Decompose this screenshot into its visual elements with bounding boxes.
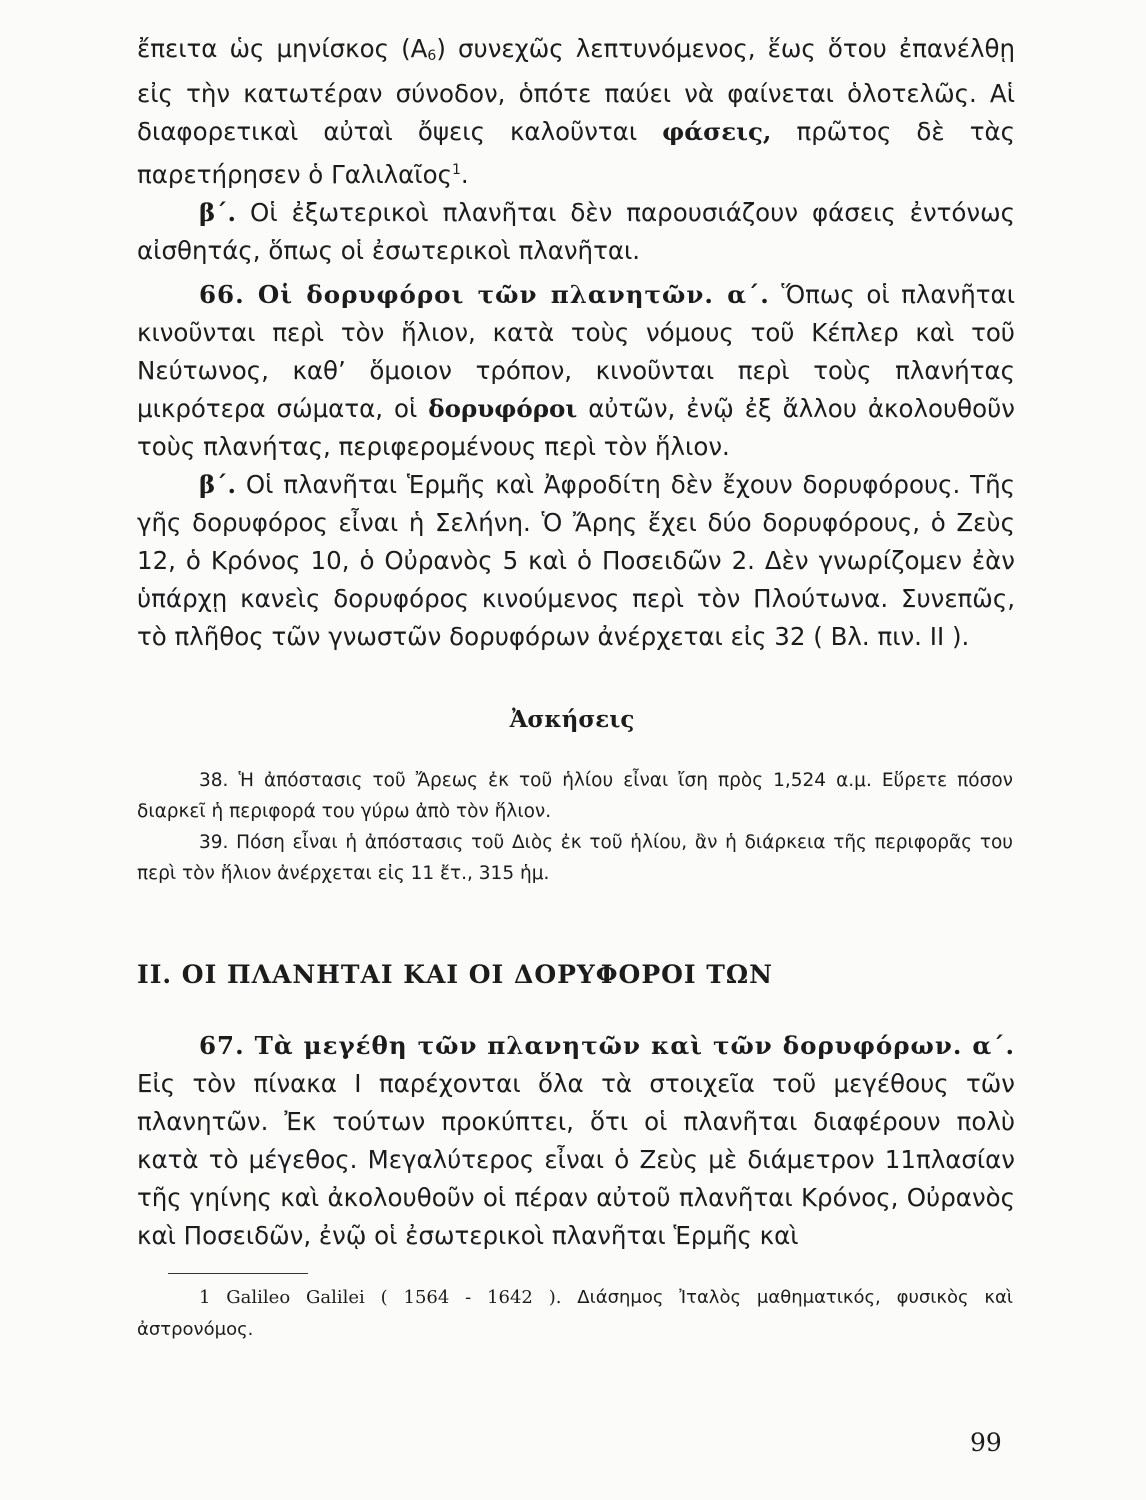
section-67-title: 67. Τὰ μεγέθη τῶν πλανητῶν καὶ τῶν δορυφόρων. α΄. bbox=[199, 1031, 1015, 1060]
section-66 bbox=[137, 276, 1015, 656]
chapter-heading: II. ΟΙ ΠΛΑΝΗΤΑΙ ΚΑΙ ΟΙ ΔΟΡΥΦΟΡΟΙ ΤΩΝ bbox=[137, 960, 773, 989]
exercise-39: 39. Πόση εἶναι ἡ ἀπόστασις τοῦ Διὸς ἐκ τοῦ ἡλίου, ἂν ἡ διάρκεια τῆς περιφορᾶς του περὶ τὸν ἥλιον ἀνέρχεται εἰς 11 ἔτ., 315 ἡμ. bbox=[137, 832, 1013, 884]
exercises-heading: Ἀσκήσεις bbox=[509, 706, 635, 733]
exercise-38: 38. Ἡ ἀπόστασις τοῦ Ἄρεως ἐκ τοῦ ἡλίου εἶναι ἴση πρὸς 1,524 α.μ. Εὕρετε πόσον διαρκεῖ ἡ περιφορά του γύρω ἀπὸ τὸν ἥλιον. bbox=[137, 770, 1013, 822]
section-67 bbox=[137, 1027, 1015, 1255]
paragraph-outer-planets: β΄. Οἱ ἐξωτερικοὶ πλανῆται δὲν παρουσιάζουν φάσεις ἐντόνως αἰσθητάς, ὅπως οἱ ἐσωτερικοὶ πλανῆται. bbox=[137, 198, 1015, 265]
exercises-list bbox=[137, 765, 1013, 889]
paragraph-67a: 67. Τὰ μεγέθη τῶν πλανητῶν καὶ τῶν δορυφόρων. α΄. Εἰς τὸν πίνακα I παρέχονται ὅλα τὰ στοιχεῖα τοῦ μεγέθους τῶν πλανητῶν. Ἐκ τούτων προκύπτει, ὅτι οἱ πλανῆται διαφέρουν πολὺ κατὰ τὸ μέγεθος. Μεγαλύτερος εἶναι ὁ Ζεὺς μὲ διάμετρον 11πλασίαν τῆς γηίνης καὶ ἀκολουθοῦν οἱ πέραν αὐτοῦ πλανῆται Κρόνος, Οὐρανὸς καὶ Ποσειδῶν, ἐνῷ οἱ ἐσωτερικοὶ πλανῆται Ἑρμῆς καὶ bbox=[137, 1031, 1015, 1250]
paragraph-66b: β΄. Οἱ πλανῆται Ἑρμῆς καὶ Ἀφροδίτη δὲν ἔχουν δορυφόρους. Τῆς γῆς δορυφόρος εἶναι ἡ Σελήνη. Ὁ Ἄρης ἔχει δύο δορυφόρους, ὁ Ζεὺς 12, ὁ Κρόνος 10, ὁ Οὐρανὸς 5 καὶ ὁ Ποσειδῶν 2. Δὲν γνωρίζομεν ἐὰν ὑπάρχῃ κανεὶς δορυφόρος κινούμενος περὶ τὸν Πλούτωνα. Συνεπῶς, τὸ πλῆθος τῶν γνωστῶν δορυφόρων ἀνέρχεται εἰς 32 ( Βλ. πιν. II ). bbox=[137, 470, 1015, 651]
footnote-number: 1 bbox=[199, 1287, 211, 1308]
section-66-title: 66. Οἱ δορυφόροι τῶν πλανητῶν. α΄. bbox=[199, 280, 770, 309]
footnote-divider bbox=[168, 1273, 308, 1274]
page-number: 99 bbox=[970, 1428, 1002, 1457]
paragraph-phases: ἔπειτα ὡς μηνίσκος $(A_6)$ συνεχῶς λεπτυνόμενος, ἕως ὅτου ἐπανέλθῃ εἰς τὴν κατωτέραν σύνοδον, ὁπότε παύει νὰ φαίνεται ὁλοτελῶς. Αἱ διαφορετικαὶ αὐταὶ ὄψεις καλοῦνται φάσεις, πρῶτος δὲ τὰς παρετήρησεν ὁ Γαλιλαῖος$^1$. bbox=[137, 34, 1016, 189]
footnote-reference: 1 bbox=[451, 162, 461, 178]
body-text-top bbox=[137, 30, 1015, 270]
paragraph-66a: 66. Οἱ δορυφόροι τῶν πλανητῶν. α΄. Ὅπως οἱ πλανῆται κινοῦνται περὶ τὸν ἥλιον, κατὰ τοὺς νόμους τοῦ Κέπλερ καὶ τοῦ Νεύτωνος, καθ’ ὅμοιον τρόπον, κινοῦνται περὶ τοὺς πλανήτας μικρότερα σώματα, οἱ δορυφόροι αὐτῶν, ἐνῷ ἐξ ἄλλου ἀκολουθοῦν τοὺς πλανήτας, περιφερομένους περὶ τὸν ἥλιον. bbox=[137, 280, 1015, 461]
footnote: 1 Galileo Galilei ( 1564 - 1642 ). Διάσημος Ἰταλὸς μαθηματικός, φυσικὸς καὶ ἀστρονόμος. bbox=[137, 1287, 1013, 1340]
